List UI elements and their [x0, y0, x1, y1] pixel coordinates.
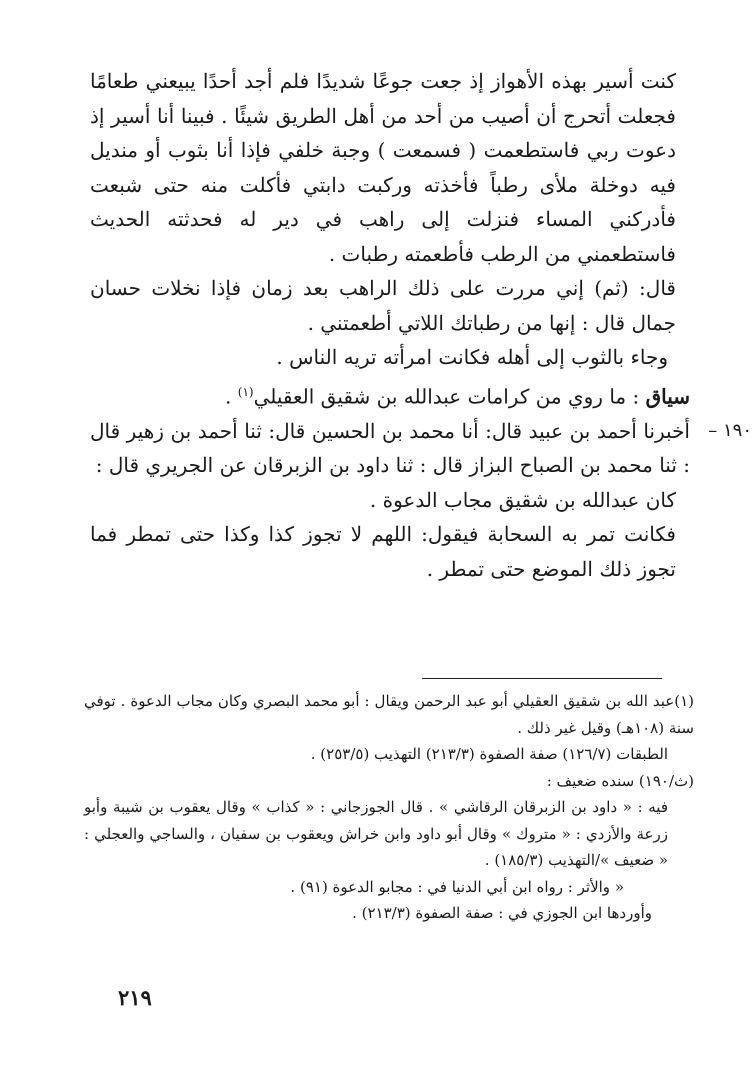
hadith-text-2: فكانت تمر به السحابة فيقول: اللهم لا تجوز كذا وكذا حتى تمطر فما تجوز ذلك الموضع حتى تمطر . — [90, 522, 676, 581]
paragraph-monk: قال: (ثم) إني مررت على ذلك الراهب بعد زمان فإذا نخلات حسان جمال قال : إنها من رطباتك اللاتي أطعمتني . — [90, 276, 676, 335]
main-text — [90, 64, 752, 586]
footnote-2-head: (ث/١٩٠) سنده ضعيف : — [546, 771, 694, 790]
footnote-1-refs: الطبقات (١٢٦/٧) صفة الصفوة (٢١٣/٣) التهذيب (٢٥٣/٥) . — [310, 745, 668, 763]
footnote-separator — [422, 678, 662, 679]
footnote-2-athar: « والأثر : رواه ابن أبي الدنيا في : مجابو الدعوة (٩١) . — [290, 877, 624, 896]
footnote-1: (١)عبد الله بن شقيق العقيلي أبو عبد الرحمن ويقال : أبو محمد البصري وكان مجاب الدعوة . توفي سنة (١٠٨هـ) وقيل غير ذلك . — [84, 692, 694, 737]
heading-label: سياق — [645, 384, 690, 409]
paragraph-story: كنت أسير بهذه الأهواز إذ جعت جوعًا شديدًا فلم أجد أحدًا يبيعني طعامًا فجعلت أتحرج أن أصيب من أحد من أهل الطريق شيئًا . فبينا أنا أسير إذ دعوت ربي فاستطعمت ( فسمعت ) وجبة خلفي فإذا أنا بثوب أو منديل فيه دوخلة ملأى رطباً فأخذته وركبت دابتي فأكلت منه حتى شبعت فأدركني المساء فنزلت إلى راهب في دير له فحدثته الحديث فاستطعمني من الرطب فأطعمته رطبات . — [90, 69, 676, 266]
hadith-text-1: كان عبدالله بن شقيق مجاب الدعوة . — [369, 487, 676, 512]
hadith-number: ١٩٠ – — [708, 419, 752, 441]
hadith-entry — [90, 414, 752, 587]
hadith-isnad: أخبرنا أحمد بن عبيد قال: أنا محمد بن الحسين قال: ثنا أحمد بن زهير قال : ثنا محمد بن الصباح البزاز قال : ثنا داود بن الزبرقان عن الجريري قال : — [90, 418, 690, 478]
footnote-2-body: فيه : « داود بن الزبرقان الرقاشي » . قال الجوزجاني : « كذاب » وقال يعقوب بن شيبة وأبو زرعة والأزدي : « متروك » وقال أبو داود وابن خراش ويعقوب بن سفيان ، والساجي والعجلي : « ضعيف »/التهذيب (١٨٥/٣) . — [84, 798, 668, 869]
paragraph-garment: وجاء بالثوب إلى أهله فكانت امرأته تريه الناس . — [276, 345, 668, 369]
heading-end: . — [225, 384, 238, 409]
heading-text: : ما روي من كرامات عبدالله بن شقيق العقيلي — [253, 384, 646, 409]
footnote-2-ibn: وأوردها ابن الجوزي في : صفة الصفوة (٢١٣/٣) . — [352, 904, 652, 922]
footnote-ref: (١) — [237, 384, 254, 399]
page-number: ٢١٩ — [118, 985, 152, 1010]
section-heading — [90, 375, 690, 414]
footnotes — [84, 688, 694, 927]
